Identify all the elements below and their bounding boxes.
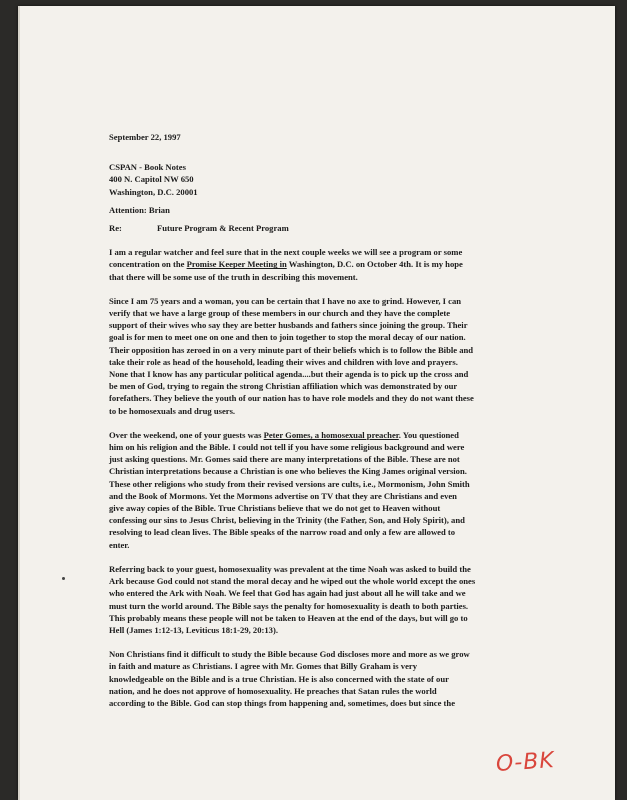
paragraph-3 [109, 429, 549, 551]
text-span: . You questioned [398, 429, 459, 440]
text-line: goal is for men to meet one on one and then to join together to stop the moral decay of our nation. [109, 332, 466, 343]
text-line: I am a regular watcher and feel sure that in the next couple weeks we will see a program or some [109, 247, 463, 258]
text-line: support of their wives who say they are better husbands and fathers since joining the group. Their [109, 320, 468, 331]
text-line: resolving to lead clean lives. The Bible speaks of the narrow road and only a few are allowed to [109, 527, 456, 538]
text-line: None that I know has any particular political agenda....but their agenda is to pick up the cross and [109, 369, 469, 380]
text-span: concentration on the [109, 259, 187, 270]
address-line: Washington, D.C. 20001 [109, 186, 198, 197]
subject-label: Re: [109, 223, 122, 234]
paragraph-5 [109, 648, 549, 709]
address-line: CSPAN - Book Notes [109, 162, 186, 173]
paragraph-4 [109, 563, 549, 636]
text-line: confessing our sins to Jesus Christ, believing in the Trinity (the Father, Son, and Holy Spirit), and [109, 515, 465, 526]
paragraph-2 [109, 295, 549, 417]
subject-text: Future Program & Recent Program [157, 223, 289, 234]
letter-date: September 22, 1997 [109, 132, 181, 142]
text-line: verify that we have a large group of these members in our church and they have the complete [109, 308, 451, 319]
text-span: Washington, D.C. on October 4th. It is my hope [286, 259, 463, 270]
text-line: These other religions who study from their revised versions are cults, i.e., Mormonism, John Smith [109, 478, 470, 489]
text-line: in faith and mature as Christians. I agree with Mr. Gomes that Billy Graham is very [109, 661, 418, 672]
text-line: to be homosexuals and drug users. [109, 405, 236, 416]
margin-dot [62, 577, 65, 580]
text-line [109, 429, 549, 441]
text-line: must turn the world around. The Bible says the penalty for homosexuality is death to both parties. [109, 600, 469, 611]
text-line: nation, and he does not approve of homosexuality. He preaches that Satan rules the world [109, 685, 437, 696]
text-line: just asking questions. Mr. Gomes said there are many interpretations of the Bible. These are not [109, 454, 460, 465]
text-line: Ark because God could not stand the moral decay and he wiped out the whole world except the ones [109, 576, 476, 587]
text-line: enter. [109, 539, 130, 550]
text-line: who entered the Ark with Noah. We feel that God has again had just about all he will take and we [109, 588, 466, 599]
text-line: that there will be some use of the truth in describing this movement. [109, 271, 358, 282]
text-line: Hell (James 1:12-13, Leviticus 18:1-29, 20:13). [109, 624, 278, 635]
paragraph-1 [109, 246, 549, 283]
text-line: knowledgeable on the Bible and is a true Christian. He is also concerned with the state of our [109, 673, 449, 684]
letter-page [18, 6, 615, 800]
underlined-text: Peter Gomes, a homosexual preacher [263, 429, 399, 440]
underlined-text: Promise Keeper Meeting in [186, 259, 287, 270]
text-line: Christian interpretations because a Christian is one who believes the King James original version. [109, 466, 467, 477]
text-line: This probably means these people will not be taken to Heaven at the end of the days, but will go to [109, 612, 468, 623]
address-line: 400 N. Capitol NW 650 [109, 174, 194, 185]
text-line: forefathers. They believe the youth of our nation has to have role models and they do not want these [109, 393, 474, 404]
text-line: and the Book of Mormons. Yet the Mormons advertise on TV that they are Christians and even [109, 490, 457, 501]
text-line [109, 258, 549, 270]
text-line: take their role as head of the household, leading their wives and children with love and prayers. [109, 356, 458, 367]
text-line: Their opposition has zeroed in on a very minute part of their beliefs which is to follow the Bible and [109, 344, 474, 355]
text-line: according to the Bible. God can stop things from happening and, sometimes, does but since the [109, 697, 456, 708]
text-line: Referring back to your guest, homosexuality was prevalent at the time Noah was asked to build the [109, 563, 471, 574]
text-line: Since I am 75 years and a woman, you can be certain that I have no axe to grind. However, I can [109, 295, 462, 306]
subject-line [109, 222, 549, 234]
text-line: Non Christians find it difficult to study the Bible because God discloses more and more as we grow [109, 649, 470, 660]
attention-line: Attention: Brian [109, 204, 170, 215]
text-span: Over the weekend, one of your guests was [109, 429, 264, 440]
text-line: him on his religion and the Bible. I could not tell if you have some religious background and were [109, 442, 465, 453]
letter-body [109, 131, 549, 709]
text-line: be men of God, trying to regain the strong Christian affiliation which was demonstrated by our [109, 381, 458, 392]
handwritten-note: O-BK [495, 747, 556, 778]
text-line: give away copies of the Bible. True Christians believe that we do not get to Heaven without [109, 503, 441, 514]
